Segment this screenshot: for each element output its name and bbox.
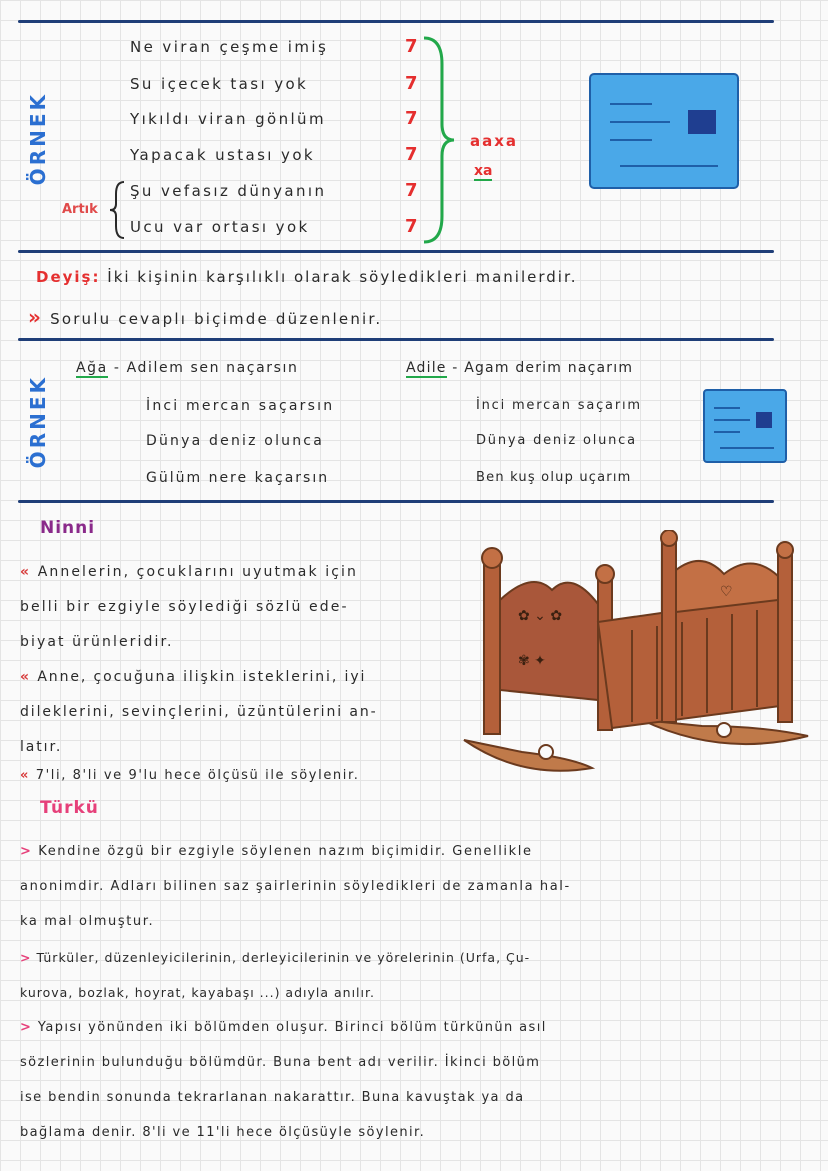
mani-line-3: Yıkıldı viran gönlüm <box>130 110 326 128</box>
deyis-left-line-4: Gülüm nere kaçarsın <box>146 470 330 486</box>
double-angle-icon: « <box>20 564 32 580</box>
section-divider-2 <box>18 250 774 253</box>
deyis-definition-text: İki kişinin karşılıklı olarak söyledikleri manilerdir. <box>107 268 578 286</box>
chevron-right-icon: > <box>20 844 33 859</box>
turku-title: Türkü <box>40 798 99 818</box>
ornek-label-2: ÖRNEK <box>26 375 50 469</box>
artik-label: Artık <box>62 202 98 217</box>
deyis-right-line-4: Ben kuş olup uçarım <box>476 470 632 485</box>
double-angle-icon: « <box>20 669 31 685</box>
turku-p3 <box>20 1010 547 1150</box>
chevron-right-icon: > <box>20 950 32 965</box>
ninni-p3 <box>20 768 359 783</box>
turku-p3-line-4: bağlama denir. 8'li ve 11'li hece ölçüsüyle söylenir. <box>20 1125 426 1140</box>
turku-p1-line-2: anonimdir. Adları bilinen saz şairlerinin söyledikleri de zamanla hal- <box>20 879 571 894</box>
mani-line-6: Ucu var ortası yok <box>130 218 310 236</box>
deyis-definition <box>36 268 578 286</box>
deyis-note-text: Sorulu cevaplı biçimde düzenlenir. <box>50 310 383 328</box>
section-divider-3 <box>18 338 774 341</box>
rhyme-scheme-1: aaxa <box>470 132 519 150</box>
ninni-p2-text-1: Anne, çocuğuna ilişkin isteklerini, iyi <box>37 669 367 685</box>
ornek-label-1: ÖRNEK <box>26 92 50 186</box>
deyis-right-text-1: Agam derim naçarım <box>464 360 634 376</box>
turku-p3-line-3: ise bendin sonunda tekrarlanan nakarattır. Buna kavuştak ya da <box>20 1090 525 1105</box>
svg-text:✿ ⌄ ✿: ✿ ⌄ ✿ <box>518 608 563 624</box>
chevron-right-icon: > <box>20 1020 33 1035</box>
section-divider-4 <box>18 500 774 503</box>
svg-text:✾ ✦: ✾ ✦ <box>518 653 546 669</box>
ninni-p3-text: 7'li, 8'li ve 9'lu hece ölçüsü ile söylenir. <box>35 768 360 783</box>
deyis-left-text-1: Adilem sen naçarsın <box>126 360 299 376</box>
syllable-mark-1: 7 <box>405 36 418 57</box>
syllable-mark-3: 7 <box>405 108 418 129</box>
turku-p1-text-1: Kendine özgü bir ezgiyle söylenen nazım biçimidir. Genellikle <box>38 844 533 859</box>
mani-line-4: Yapacak ustası yok <box>130 146 315 164</box>
deyis-right-line-2: İnci mercan saçarım <box>476 398 642 413</box>
cradle-illustration <box>462 530 812 790</box>
turku-p2 <box>20 940 530 1010</box>
envelope-small-icon <box>702 388 788 464</box>
ninni-p1-line-1 <box>20 555 358 590</box>
turku-p1 <box>20 834 571 939</box>
ninni-p1-line-2: belli bir ezgiyle söylediği sözlü ede- <box>20 599 349 615</box>
syllable-mark-2: 7 <box>405 73 418 94</box>
syllable-mark-5: 7 <box>405 180 418 201</box>
ninni-p1 <box>20 555 358 660</box>
turku-p2-line-2: kurova, bozlak, hoyrat, kayabaşı ...) adıyla anılır. <box>20 985 375 1000</box>
turku-p2-line-1 <box>20 940 530 975</box>
mani-line-2: Su içecek tası yok <box>130 75 309 93</box>
ninni-title: Ninni <box>40 518 96 538</box>
deyis-left-line-3: Dünya deniz olunca <box>146 433 324 449</box>
ninni-p2-line-2: dileklerini, sevinçlerini, üzüntülerini an- <box>20 704 378 720</box>
mani-line-1: Ne viran çeşme imiş <box>130 38 329 56</box>
deyis-right-line-1: Adile - Agam derim naçarım <box>406 360 634 376</box>
ninni-p2-line-3: latır. <box>20 739 63 755</box>
deyis-left-line-1: Ağa - Adilem sen naçarsın <box>76 360 299 376</box>
syllable-mark-4: 7 <box>405 144 418 165</box>
turku-p1-line-3: ka mal olmuştur. <box>20 914 155 929</box>
turku-p2-text-1: Türküler, düzenleyicilerinin, derleyicilerinin ve yörelerinin (Urfa, Çu- <box>36 950 531 965</box>
rhyme-scheme-2: xa <box>474 163 493 179</box>
speaker-adile: Adile <box>406 360 447 376</box>
double-angle-icon: « <box>20 768 30 783</box>
turku-p3-line-1 <box>20 1010 547 1045</box>
syllable-mark-6: 7 <box>405 216 418 237</box>
deyis-left-line-2: İnci mercan saçarsın <box>146 398 335 414</box>
ninni-p1-text-1: Annelerin, çocuklarını uyutmak için <box>37 564 358 580</box>
section-divider-top <box>18 20 774 23</box>
ninni-p1-line-3: biyat ürünleridir. <box>20 634 174 650</box>
ninni-p2-line-1 <box>20 660 378 695</box>
deyis-term: Deyiş: <box>36 268 101 286</box>
svg-text:♡: ♡ <box>720 584 733 600</box>
envelope-icon <box>588 72 740 190</box>
deyis-right-line-3: Dünya deniz olunca <box>476 433 637 448</box>
turku-p1-line-1 <box>20 834 571 869</box>
ninni-p2 <box>20 660 378 765</box>
deyis-note <box>28 305 382 329</box>
double-chevron-icon: » <box>28 305 44 329</box>
turku-p3-line-2: sözlerinin bulunduğu bölümdür. Buna bent adı verilir. İkinci bölüm <box>20 1055 541 1070</box>
mani-line-5: Şu vefasız dünyanın <box>130 182 327 200</box>
artik-brace <box>108 180 128 240</box>
speaker-aga: Ağa <box>76 360 108 376</box>
green-bracket <box>420 34 460 246</box>
turku-p3-text-1: Yapısı yönünden iki bölümden oluşur. Birinci bölüm türkünün asıl <box>37 1020 547 1035</box>
